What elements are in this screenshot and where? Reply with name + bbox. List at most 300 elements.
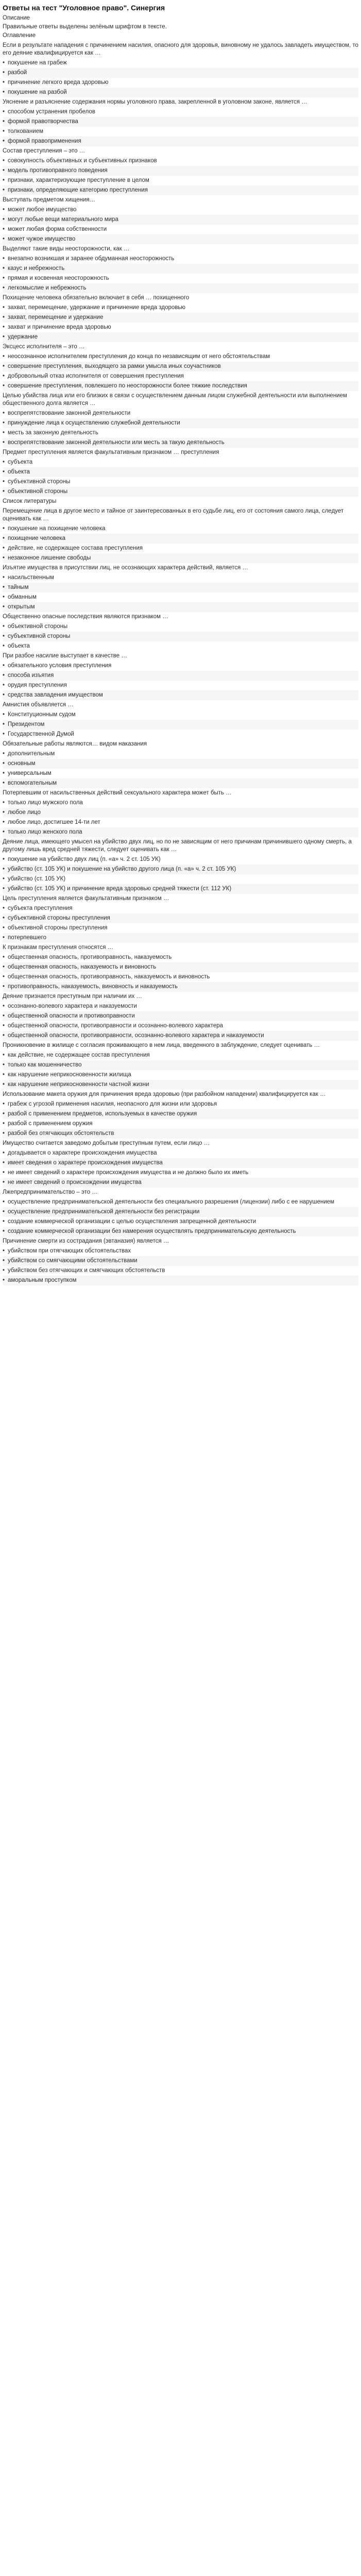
answer-option xyxy=(3,874,358,884)
answer-option xyxy=(3,1246,358,1256)
answer-text: действие, не содержащее состава преступления xyxy=(8,545,143,551)
bullet-icon: • xyxy=(3,275,5,281)
answer-option xyxy=(3,409,358,418)
answer-option xyxy=(3,313,358,323)
answer-option xyxy=(3,1217,358,1227)
answer-option xyxy=(3,671,358,681)
answer-text: неосознанное исполнителем преступления до конца по независящим от него обстоятельствам xyxy=(8,353,270,360)
page-title: Ответы на тест "Уголовное право". Синергия xyxy=(3,4,165,12)
answer-option xyxy=(3,457,358,467)
bullet-icon: • xyxy=(3,187,5,193)
bullet-icon: • xyxy=(3,1023,5,1029)
description-text: Правильные ответы выделены зелёным шрифтом в тексте. xyxy=(3,24,167,30)
bullet-icon: • xyxy=(3,574,5,581)
bullet-icon: • xyxy=(3,672,5,679)
answer-option xyxy=(3,283,358,293)
bullet-icon: • xyxy=(3,604,5,610)
answer-option xyxy=(3,865,358,874)
bullet-icon: • xyxy=(3,118,5,125)
bullet-icon: • xyxy=(3,760,5,767)
toc-label: Оглавление xyxy=(3,32,36,39)
answer-option xyxy=(3,720,358,730)
bullet-icon: • xyxy=(3,925,5,931)
bullet-icon: • xyxy=(3,158,5,164)
answer-option xyxy=(3,156,358,166)
bullet-icon: • xyxy=(3,886,5,892)
answer-option xyxy=(3,274,358,283)
answer-option xyxy=(3,982,358,992)
bullet-icon: • xyxy=(3,856,5,862)
answer-option xyxy=(3,1099,358,1109)
bullet-icon: • xyxy=(3,70,5,76)
bullet-icon: • xyxy=(3,1130,5,1137)
answer-option xyxy=(3,1080,358,1090)
answer-option xyxy=(3,254,358,264)
question-text: Состав преступления – это … xyxy=(3,148,85,154)
answer-text: Конституционным судом xyxy=(8,711,76,718)
answer-text: общественная опасность, противоправность, наказуемость xyxy=(8,954,172,960)
answer-text: убийство (ст. 105 УК) xyxy=(8,876,66,882)
bullet-icon: • xyxy=(3,479,5,485)
answer-text: покушение на грабеж xyxy=(8,60,67,66)
answer-text: субъективной стороны преступления xyxy=(8,915,110,921)
bullet-icon: • xyxy=(3,1003,5,1009)
bullet-icon: • xyxy=(3,770,5,776)
answer-option xyxy=(3,418,358,428)
answer-option xyxy=(3,215,358,225)
answer-option xyxy=(3,1256,358,1266)
answer-text: орудия преступления xyxy=(8,682,67,688)
bullet-icon: • xyxy=(3,905,5,911)
answer-option xyxy=(3,1060,358,1070)
bullet-icon: • xyxy=(3,974,5,980)
answer-text: похищение человека xyxy=(8,535,66,541)
answer-text: потерпевшего xyxy=(8,935,46,941)
answer-option xyxy=(3,534,358,544)
answer-text: причинение легкого вреда здоровью xyxy=(8,79,109,86)
answer-text: убийство (ст. 105 УК) и причинение вреда здоровью средней тяжести (ст. 112 УК) xyxy=(8,886,232,892)
answer-option xyxy=(3,769,358,778)
answer-text: грабеж с угрозой применения насилия, неопасного для жизни или здоровья xyxy=(8,1101,217,1107)
question-text: Общественно опасные последствия являются признаком … xyxy=(3,614,168,620)
answer-text: открытым xyxy=(8,604,35,610)
bullet-icon: • xyxy=(3,1032,5,1039)
answer-text: осуществление предпринимательской деятельности без специального разрешения (лицензии) либо с ее нарушением xyxy=(8,1199,335,1205)
answer-text: любое лицо, достигшее 14-ти лет xyxy=(8,819,100,825)
questions-list xyxy=(3,41,358,1285)
answer-text: противоправность, наказуемость, виновность и наказуемость xyxy=(8,984,178,990)
question-text: Лжепредпринимательство – это … xyxy=(3,1189,98,1195)
answer-option xyxy=(3,602,358,612)
bullet-icon: • xyxy=(3,809,5,816)
answer-text: формой правоприменения xyxy=(8,138,81,144)
answer-option xyxy=(3,1178,358,1188)
answer-text: воспрепятствование законной деятельности xyxy=(8,410,131,416)
answer-option xyxy=(3,1109,358,1119)
bullet-icon: • xyxy=(3,800,5,806)
answer-option xyxy=(3,933,358,943)
question-text: Деяние лица, имеющего умысел на убийство двух лиц, но по не зависящим от него причинам причинившего одному смерть, а другому лишь вред средней тяжести, следует оценивать как … xyxy=(3,839,352,853)
bullet-icon: • xyxy=(3,1209,5,1215)
bullet-icon: • xyxy=(3,1248,5,1254)
answer-option xyxy=(3,827,358,837)
answer-option xyxy=(3,1197,358,1207)
answer-text: объективной стороны xyxy=(8,488,68,495)
bullet-icon: • xyxy=(3,304,5,311)
bullet-icon: • xyxy=(3,1150,5,1156)
answer-option xyxy=(3,137,358,146)
answer-text: обманным xyxy=(8,594,37,600)
answer-text: создание коммерческой организации без намерения осуществлять предпринимательскую деятельность xyxy=(8,1228,296,1234)
question-text: Уяснение и разъяснение содержания нормы уголовного права, закрепленной в уголовном законе, является … xyxy=(3,99,307,105)
bullet-icon: • xyxy=(3,1277,5,1283)
bullet-icon: • xyxy=(3,324,5,330)
answer-text: аморальным проступком xyxy=(8,1277,77,1283)
question-text: Перемещение лица в другое место и тайное от заинтересованных в его судьбе лиц, его от состояния самого лица, следует оценивать как … xyxy=(3,508,344,522)
answer-text: имеет сведения о характере происхождения имущества xyxy=(8,1160,163,1166)
answer-option xyxy=(3,185,358,195)
answer-option xyxy=(3,1158,358,1168)
bullet-icon: • xyxy=(3,128,5,134)
bullet-icon: • xyxy=(3,236,5,242)
bullet-icon: • xyxy=(3,594,5,600)
answer-text: принуждение лица к осуществлению служебной деятельности xyxy=(8,420,180,426)
answer-option xyxy=(3,1011,358,1021)
answer-option xyxy=(3,730,358,739)
answer-text: добровольный отказ исполнителя от совершения преступления xyxy=(8,373,184,379)
answer-option xyxy=(3,923,358,933)
answer-option xyxy=(3,107,358,117)
answer-option xyxy=(3,798,358,808)
bullet-icon: • xyxy=(3,439,5,446)
answer-option xyxy=(3,1168,358,1178)
bullet-icon: • xyxy=(3,731,5,737)
answer-option xyxy=(3,477,358,487)
question-text: Цель преступления является факультативным признаком … xyxy=(3,895,169,902)
answer-text: убийством со смягчающими обстоятельствами xyxy=(8,1258,137,1264)
answer-option xyxy=(3,778,358,788)
answer-option xyxy=(3,176,358,185)
bullet-icon: • xyxy=(3,167,5,174)
description-label: Описание xyxy=(3,15,30,21)
question-text: Эксцесс исполнителя – это … xyxy=(3,344,85,350)
answer-text: объективной стороны xyxy=(8,623,68,630)
answer-option xyxy=(3,205,358,215)
answer-text: может любое имущество xyxy=(8,207,77,213)
answer-text: общественной опасности и противоправности xyxy=(8,1013,135,1019)
answer-text: совокупность объективных и субъективных признаков xyxy=(8,158,157,164)
answer-option xyxy=(3,234,358,244)
answer-option xyxy=(3,68,358,78)
bullet-icon: • xyxy=(3,964,5,970)
answer-text: как нарушение неприкосновенности жилища xyxy=(8,1072,131,1078)
answer-option xyxy=(3,428,358,438)
answer-text: осуществление предпринимательской деятельности без регистрации xyxy=(8,1209,200,1215)
answer-option xyxy=(3,78,358,88)
answer-option xyxy=(3,818,358,827)
question-text: Обязательные работы являются… видом наказания xyxy=(3,741,147,747)
question-text: Целью убийства лица или его близких в связи с осуществлением данным лицом служебной деятельности или выполнением общественного долга является … xyxy=(3,393,347,406)
answer-text: воспрепятствование законной деятельности или месть за такую деятельность xyxy=(8,439,225,446)
answer-text: насильственным xyxy=(8,574,54,581)
answer-text: может чужое имущество xyxy=(8,236,76,242)
answer-option xyxy=(3,127,358,137)
question-text: Выделяют такие виды неосторожности, как … xyxy=(3,246,130,252)
bullet-icon: • xyxy=(3,314,5,320)
answer-text: разбой с применением оружия xyxy=(8,1121,93,1127)
answer-text: толкованием xyxy=(8,128,43,134)
bullet-icon: • xyxy=(3,1170,5,1176)
question-text: Амнистия объявляется … xyxy=(3,702,74,708)
answer-option xyxy=(3,1002,358,1011)
bullet-icon: • xyxy=(3,1013,5,1019)
answer-option xyxy=(3,117,358,127)
answer-option xyxy=(3,972,358,982)
answer-text: не имеет сведений о происхождении имущества xyxy=(8,1179,142,1185)
answer-text: удержание xyxy=(8,334,38,340)
answer-text: покушение на убийство двух лиц (п. «а» ч. 2 ст. 105 УК) xyxy=(8,856,161,862)
answer-text: способом устранения пробелов xyxy=(8,109,95,115)
answer-text: тайным xyxy=(8,584,29,590)
question-text: Проникновение в жилище с согласия проживающего в нем лица, введенного в заблуждение, следует оценивать … xyxy=(3,1042,320,1048)
bullet-icon: • xyxy=(3,711,5,718)
answer-text: признаки, определяющие категорию преступления xyxy=(8,187,148,193)
answer-text: любое лицо xyxy=(8,809,41,816)
bullet-icon: • xyxy=(3,256,5,262)
bullet-icon: • xyxy=(3,285,5,291)
answer-text: легкомыслие и небрежность xyxy=(8,285,87,291)
bullet-icon: • xyxy=(3,60,5,66)
answer-text: обязательного условия преступления xyxy=(8,663,112,669)
bullet-icon: • xyxy=(3,1072,5,1078)
answer-option xyxy=(3,808,358,818)
bullet-icon: • xyxy=(3,1267,5,1274)
answer-option xyxy=(3,962,358,972)
answer-option xyxy=(3,467,358,477)
answer-text: универсальным xyxy=(8,770,51,776)
bullet-icon: • xyxy=(3,265,5,272)
bullet-icon: • xyxy=(3,373,5,379)
question-text: Деяние признается преступным при наличии их … xyxy=(3,993,143,999)
bullet-icon: • xyxy=(3,488,5,495)
question-text: К признакам преступления относятся … xyxy=(3,944,114,951)
answer-option xyxy=(3,855,358,865)
answer-option xyxy=(3,225,358,234)
question-text: Если в результате нападения с причинением насилия, опасного для здоровья, виновному не удалось завладеть имуществом, то его деяние квалифицируется как … xyxy=(3,42,358,56)
bullet-icon: • xyxy=(3,954,5,960)
answer-option xyxy=(3,690,358,700)
answer-option xyxy=(3,166,358,176)
bullet-icon: • xyxy=(3,420,5,426)
answer-option xyxy=(3,1266,358,1276)
answer-text: внезапно возникшая и заранее обдуманная неосторожность xyxy=(8,256,175,262)
bullet-icon: • xyxy=(3,1218,5,1225)
question-text: Список литературы xyxy=(3,498,57,504)
answer-text: как действие, не содержащее состав преступления xyxy=(8,1052,150,1058)
answer-option xyxy=(3,913,358,923)
answer-text: незаконное лишение свободы xyxy=(8,555,91,561)
answer-option xyxy=(3,953,358,962)
question-text: Изъятие имущества в присутствии лиц, не осознающих характера действий, является … xyxy=(3,565,248,571)
answer-text: дополнительным xyxy=(8,751,55,757)
answer-option xyxy=(3,1129,358,1139)
answer-text: основным xyxy=(8,760,36,767)
question-text: Выступать предметом хищения… xyxy=(3,197,96,203)
question-text: Имущество считается заведомо добытым преступным путем, если лицо … xyxy=(3,1140,210,1146)
answer-text: покушение на разбой xyxy=(8,89,67,95)
answer-option xyxy=(3,1148,358,1158)
answer-text: общественной опасности, противоправности и осознанно-волевого характера xyxy=(8,1023,224,1029)
answer-option xyxy=(3,1207,358,1217)
answer-option xyxy=(3,352,358,362)
answer-option xyxy=(3,661,358,671)
answer-option xyxy=(3,58,358,68)
bullet-icon: • xyxy=(3,89,5,95)
answer-text: только лицо женского пола xyxy=(8,829,82,835)
answer-text: убийством без отягчающих и смягчающих обстоятельств xyxy=(8,1267,165,1274)
answer-option xyxy=(3,681,358,690)
answer-option xyxy=(3,904,358,913)
question-text: Причинение смерти из сострадания (эвтаназия) является … xyxy=(3,1238,169,1244)
answer-option xyxy=(3,1276,358,1285)
bullet-icon: • xyxy=(3,1199,5,1205)
bullet-icon: • xyxy=(3,79,5,86)
bullet-icon: • xyxy=(3,226,5,232)
bullet-icon: • xyxy=(3,623,5,630)
answer-option xyxy=(3,303,358,313)
bullet-icon: • xyxy=(3,545,5,551)
bullet-icon: • xyxy=(3,334,5,340)
bullet-icon: • xyxy=(3,866,5,872)
answer-text: объекта xyxy=(8,643,30,649)
bullet-icon: • xyxy=(3,829,5,835)
answer-text: формой правотворчества xyxy=(8,118,78,125)
answer-option xyxy=(3,1119,358,1129)
question-text: Использование макета оружия для причинения вреда здоровью (при разбойном нападении) квалифицируется как … xyxy=(3,1091,326,1097)
bullet-icon: • xyxy=(3,682,5,688)
answer-option xyxy=(3,438,358,448)
answer-option xyxy=(3,632,358,641)
answer-text: разбой xyxy=(8,70,27,76)
bullet-icon: • xyxy=(3,1101,5,1107)
bullet-icon: • xyxy=(3,363,5,369)
answer-text: захват, перемещение, удержание и причинение вреда здоровью xyxy=(8,304,186,311)
answer-option xyxy=(3,371,358,381)
bullet-icon: • xyxy=(3,177,5,183)
bullet-icon: • xyxy=(3,1121,5,1127)
answer-option xyxy=(3,524,358,534)
answer-text: догадывается о характере происхождения имущества xyxy=(8,1150,157,1156)
answer-option xyxy=(3,573,358,583)
answer-option xyxy=(3,622,358,632)
answer-text: средства завладения имуществом xyxy=(8,692,103,698)
bullet-icon: • xyxy=(3,1258,5,1264)
bullet-icon: • xyxy=(3,692,5,698)
bullet-icon: • xyxy=(3,876,5,882)
bullet-icon: • xyxy=(3,138,5,144)
answer-option xyxy=(3,323,358,332)
answer-text: только как мошенничество xyxy=(8,1062,82,1068)
answer-option xyxy=(3,1031,358,1041)
answer-text: совершение преступления, выходящего за рамки умысла иных соучастников xyxy=(8,363,221,369)
answer-text: признаки, характеризующие преступление в целом xyxy=(8,177,149,183)
question-text: Потерпевшим от насильственных действий сексуального характера может быть … xyxy=(3,790,232,796)
bullet-icon: • xyxy=(3,1052,5,1058)
question-text: Похищение человека обязательно включает в себя … похищенного xyxy=(3,295,190,301)
answer-text: субъективной стороны xyxy=(8,633,71,639)
answer-text: убийство (ст. 105 УК) и покушение на убийство другого лица (п. «а» ч. 2 ст. 105 УК) xyxy=(8,866,236,872)
answer-option xyxy=(3,1021,358,1031)
bullet-icon: • xyxy=(3,207,5,213)
bullet-icon: • xyxy=(3,109,5,115)
bullet-icon: • xyxy=(3,751,5,757)
bullet-icon: • xyxy=(3,459,5,465)
answer-text: не имеет сведений о характере происхождения имущества и не должно было их иметь xyxy=(8,1170,249,1176)
bullet-icon: • xyxy=(3,526,5,532)
bullet-icon: • xyxy=(3,643,5,649)
bullet-icon: • xyxy=(3,721,5,727)
bullet-icon: • xyxy=(3,1062,5,1068)
answer-text: Государственной Думой xyxy=(8,731,74,737)
answer-text: объективной стороны преступления xyxy=(8,925,108,931)
answer-option xyxy=(3,544,358,553)
bullet-icon: • xyxy=(3,935,5,941)
answer-text: совершение преступления, повлекшего по неосторожности более тяжкие последствия xyxy=(8,383,247,389)
answer-text: захват, перемещение и удержание xyxy=(8,314,104,320)
bullet-icon: • xyxy=(3,535,5,541)
answer-text: могут любые вещи материального мира xyxy=(8,216,118,223)
answer-text: может любая форма собственности xyxy=(8,226,107,232)
bullet-icon: • xyxy=(3,1160,5,1166)
answer-text: создание коммерческой организации с целью осуществления запрещенной деятельности xyxy=(8,1218,256,1225)
answer-text: захват и причинение вреда здоровью xyxy=(8,324,111,330)
bullet-icon: • xyxy=(3,410,5,416)
answer-text: способа изъятия xyxy=(8,672,54,679)
answer-text: модель противоправного поведения xyxy=(8,167,108,174)
answer-text: общественной опасности, противоправности, осознанно-волевого характера и наказуемости xyxy=(8,1032,264,1039)
answer-option xyxy=(3,553,358,563)
answer-option xyxy=(3,1227,358,1236)
answer-text: субъективной стороны xyxy=(8,479,71,485)
bullet-icon: • xyxy=(3,430,5,436)
answer-text: субъекта преступления xyxy=(8,905,73,911)
answer-option xyxy=(3,583,358,592)
bullet-icon: • xyxy=(3,353,5,360)
answer-option xyxy=(3,332,358,342)
bullet-icon: • xyxy=(3,469,5,475)
bullet-icon: • xyxy=(3,584,5,590)
bullet-icon: • xyxy=(3,915,5,921)
answer-text: месть за законную деятельность xyxy=(8,430,98,436)
bullet-icon: • xyxy=(3,383,5,389)
bullet-icon: • xyxy=(3,663,5,669)
answer-option xyxy=(3,88,358,97)
answer-text: общественная опасность, наказуемость и виновность xyxy=(8,964,157,970)
answer-text: покушение на похищение человека xyxy=(8,526,106,532)
bullet-icon: • xyxy=(3,780,5,786)
bullet-icon: • xyxy=(3,633,5,639)
answer-text: как нарушение неприкосновенности частной жизни xyxy=(8,1081,149,1088)
answer-option xyxy=(3,1050,358,1060)
answer-text: общественная опасность, противоправность, наказуемость и виновность xyxy=(8,974,210,980)
answer-text: прямая и косвенная неосторожность xyxy=(8,275,109,281)
answer-option xyxy=(3,381,358,391)
answer-option xyxy=(3,264,358,274)
question-text: Предмет преступления является факультативным признаком … преступления xyxy=(3,449,219,455)
answer-text: казус и небрежность xyxy=(8,265,65,272)
answer-option xyxy=(3,362,358,371)
bullet-icon: • xyxy=(3,216,5,223)
